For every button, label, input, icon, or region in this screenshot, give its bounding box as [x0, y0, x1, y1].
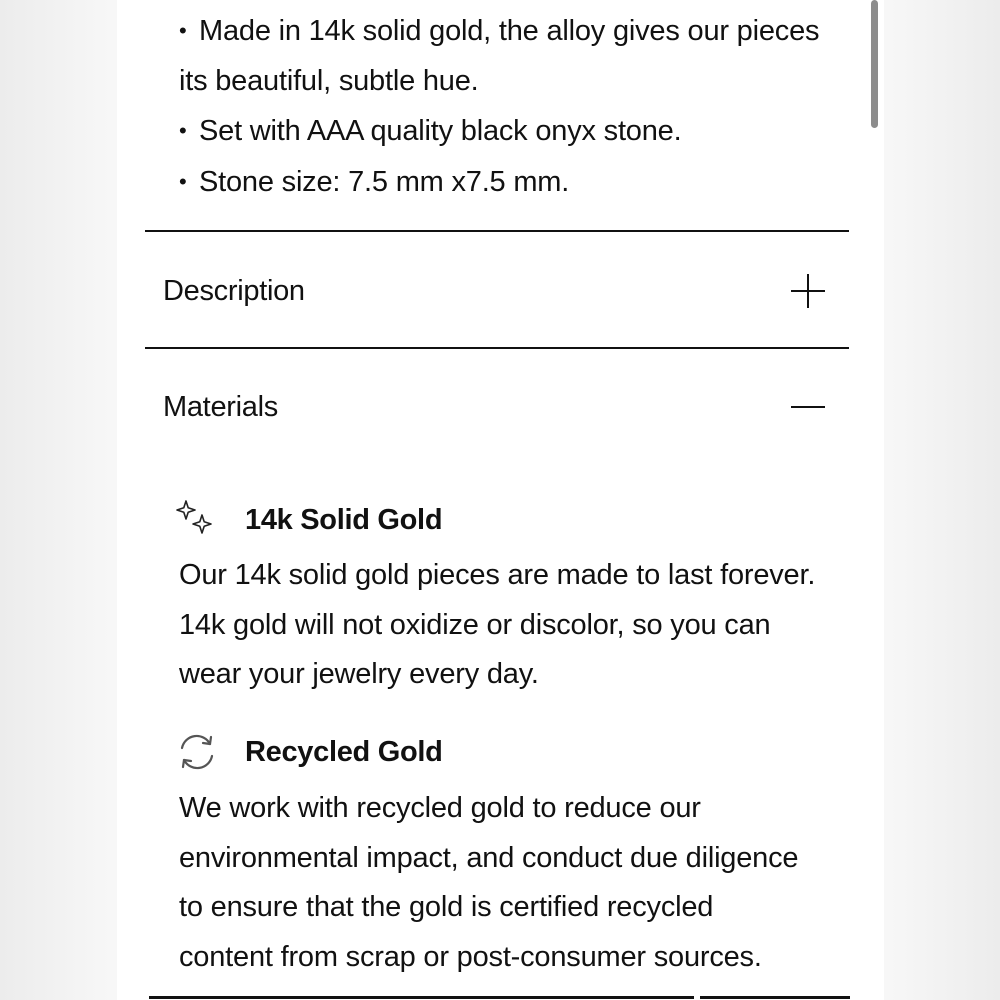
section-divider: [145, 347, 849, 349]
bullet-icon: •: [179, 118, 187, 143]
material-item-title: 14k Solid Gold: [245, 503, 443, 536]
accordion-description-header[interactable]: [145, 261, 849, 321]
minus-icon[interactable]: [791, 390, 825, 424]
bullet-icon: •: [179, 168, 187, 194]
bullet-icon: •: [179, 18, 187, 43]
material-item-title: Recycled Gold: [245, 735, 443, 768]
feature-bullet: • Made in 14k solid gold, the alloy gives our pieces: [179, 6, 839, 57]
product-features-list: [179, 6, 839, 207]
accordion-materials-title: Materials: [163, 390, 278, 423]
product-details-panel: [117, 0, 884, 1000]
accordion-description-title: Description: [163, 274, 305, 307]
accordion-materials-header[interactable]: [145, 377, 849, 437]
plus-icon[interactable]: [791, 274, 825, 308]
bottom-divider: [117, 996, 884, 1000]
scrollbar-thumb[interactable]: [871, 0, 878, 128]
material-item-header: [175, 730, 443, 774]
feature-bullet: • Stone size: 7.5 mm x7.5 mm.: [179, 157, 839, 208]
material-item-header: [175, 498, 442, 542]
material-item-description: Our 14k solid gold pieces are made to last forever. 14k gold will not oxidize or discolor, so you can wear your jewelry every day.: [179, 559, 816, 690]
material-item-description: We work with recycled gold to reduce our environmental impact, and conduct due diligence to ensure that the gold is certified recycled content from scrap or post-consumer sources.: [179, 792, 799, 973]
recycle-icon: [175, 730, 219, 774]
feature-bullet-continuation: its beautiful, subtle hue.: [179, 64, 479, 97]
section-divider: [145, 230, 849, 232]
sparkle-icon: [175, 498, 219, 542]
feature-bullet: • Set with AAA quality black onyx stone.: [179, 106, 839, 157]
